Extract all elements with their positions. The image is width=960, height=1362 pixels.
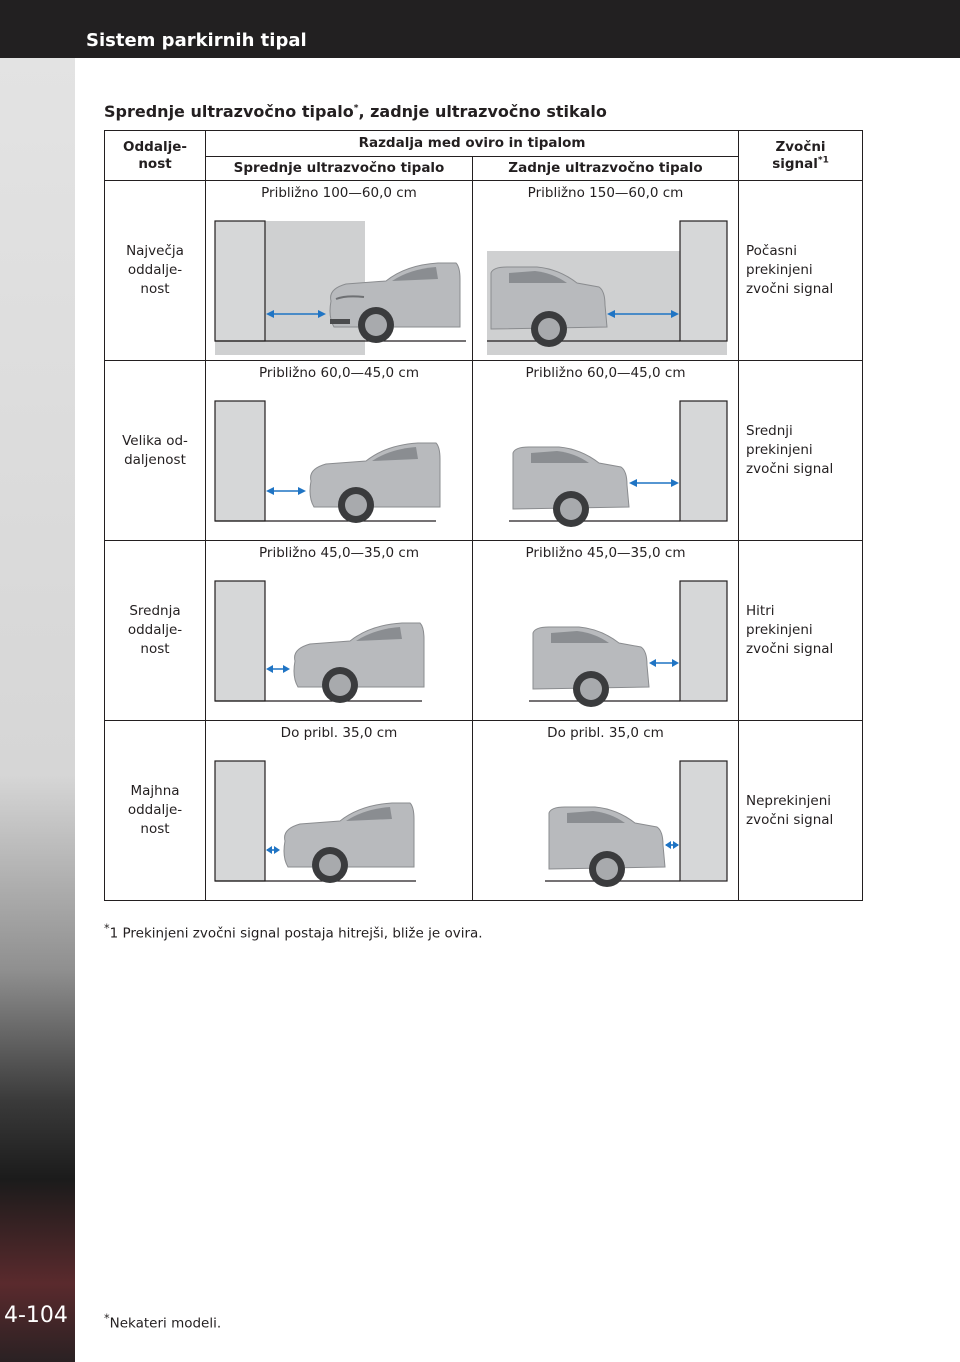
col-signal-header: Zvočni signal$^{*1}$ xyxy=(739,131,863,181)
rear-range-label: Približno 60,0—45,0 cm xyxy=(525,365,686,381)
car-rear-icon xyxy=(513,447,629,527)
front-sensor-cell xyxy=(206,181,473,361)
signal-label: Hitri prekinjeni zvočni signal xyxy=(739,541,863,721)
table-row xyxy=(105,721,863,901)
rear-sensor-cell xyxy=(473,181,739,361)
rear-diagram xyxy=(473,721,739,901)
front-range-label: Približno 60,0—45,0 cm xyxy=(259,365,419,381)
car-rear-icon xyxy=(533,627,649,707)
distance-table xyxy=(104,130,863,901)
side-photo-strip xyxy=(0,58,75,1362)
distance-label: Srednja oddalje- nost xyxy=(105,541,206,721)
signal-label: Počasni prekinjeni zvočni signal xyxy=(739,181,863,361)
col-front-header: Sprednje ultrazvočno tipalo xyxy=(206,157,473,181)
car-front-icon xyxy=(284,803,414,883)
distance-label: Majhna oddalje- nost xyxy=(105,721,206,901)
page-number: 4-104 xyxy=(4,1303,68,1328)
front-sensor-cell xyxy=(206,361,473,541)
front-diagram xyxy=(206,721,473,901)
header-bar xyxy=(0,0,960,58)
front-sensor-cell xyxy=(206,721,473,901)
front-diagram xyxy=(206,541,473,721)
signal-label: Srednji prekinjeni zvočni signal xyxy=(739,361,863,541)
rear-diagram xyxy=(473,181,739,361)
table-row xyxy=(105,361,863,541)
col-range-group-header: Razdalja med oviro in tipalom xyxy=(206,131,739,157)
front-diagram xyxy=(206,181,473,361)
front-range-label: Približno 100—60,0 cm xyxy=(261,185,417,201)
rear-range-label: Približno 150—60,0 cm xyxy=(527,185,684,201)
rear-sensor-cell xyxy=(473,721,739,901)
table-row xyxy=(105,541,863,721)
signal-label: Neprekinjeni zvočni signal xyxy=(739,721,863,901)
header-title: Sistem parkirnih tipal xyxy=(86,30,307,51)
footnote-models: *Nekateri modeli. xyxy=(104,1312,222,1332)
car-front-icon xyxy=(310,443,440,523)
front-range-label: Do pribl. 35,0 cm xyxy=(280,725,398,741)
front-diagram xyxy=(206,361,473,541)
rear-diagram xyxy=(473,361,739,541)
section-title: Sprednje ultrazvočno tipalo*, zadnje ultrazvočno stikalo xyxy=(104,102,607,121)
car-front-icon xyxy=(294,623,424,703)
footnote-signal: *1 Prekinjeni zvočni signal postaja hitrejši, bliže je ovira. xyxy=(104,922,483,942)
distance-label: Velika od- daljenost xyxy=(105,361,206,541)
col-distance-header: Oddalje- nost xyxy=(105,131,206,181)
front-sensor-cell xyxy=(206,541,473,721)
distance-label: Največja oddalje- nost xyxy=(105,181,206,361)
rear-sensor-cell xyxy=(473,361,739,541)
rear-range-label: Približno 45,0—35,0 cm xyxy=(525,545,686,561)
rear-range-label: Do pribl. 35,0 cm xyxy=(547,725,664,741)
car-rear-icon xyxy=(549,807,665,887)
rear-sensor-cell xyxy=(473,541,739,721)
col-rear-header: Zadnje ultrazvočno tipalo xyxy=(473,157,739,181)
rear-diagram xyxy=(473,541,739,721)
front-range-label: Približno 45,0—35,0 cm xyxy=(259,545,419,561)
table-row xyxy=(105,181,863,361)
